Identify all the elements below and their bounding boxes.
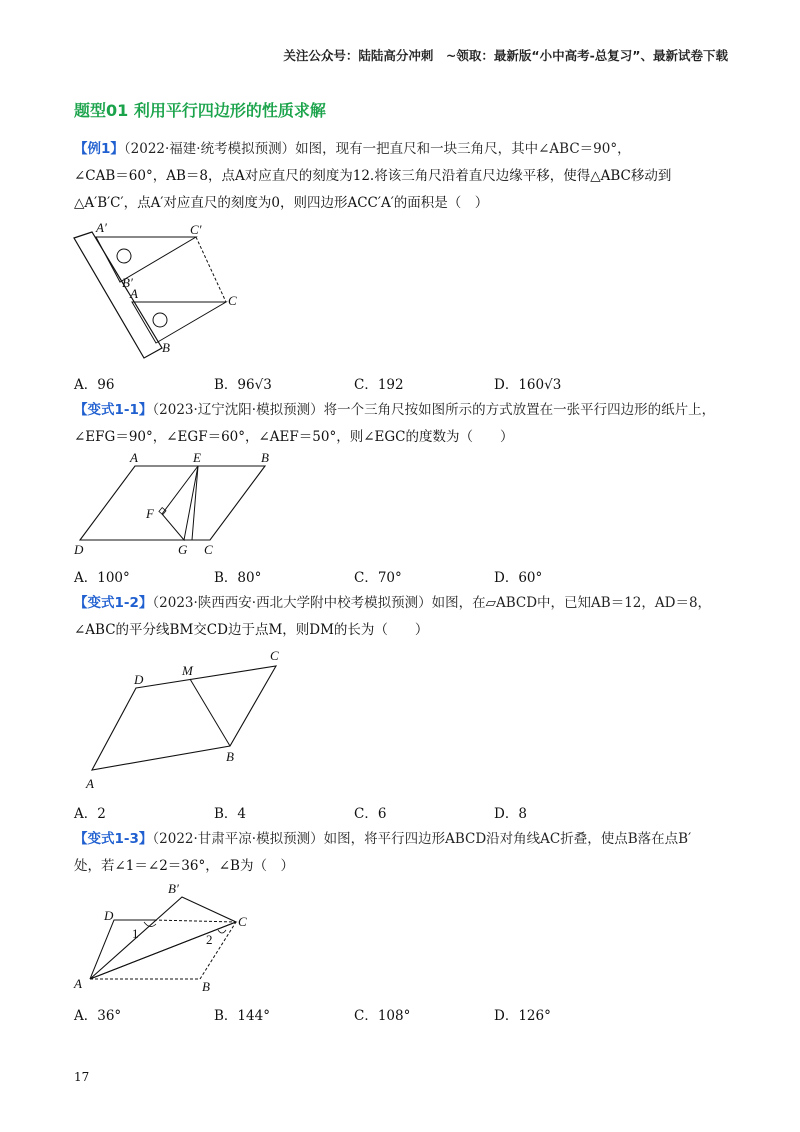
label-c: C <box>228 293 237 308</box>
label-c-prime: C′ <box>190 222 202 237</box>
option-b: B．144° <box>214 1008 270 1024</box>
figure-parallelogram-triangle <box>70 448 285 558</box>
label-d: D <box>134 672 144 687</box>
question-variant-1-2 <box>74 590 734 644</box>
section-title: 题型01 利用平行四边形的性质求解 <box>74 101 326 120</box>
answer-options <box>74 566 734 586</box>
option-c: C．192 <box>354 377 404 393</box>
question-text-line: △A′B′C′，点A′对应直尺的刻度为0，则四边形ACC′A′的面积是（ ） <box>74 195 489 211</box>
question-tag: 【例1】 <box>74 141 124 157</box>
figure-parallelogram-bisector <box>82 648 297 793</box>
label-d: D <box>104 908 114 923</box>
question-variant-1-3 <box>74 826 734 880</box>
option-b: B．4 <box>214 806 247 822</box>
label-b: B <box>261 450 269 465</box>
label-b: B <box>226 749 234 764</box>
label-d: D <box>74 542 84 557</box>
page-header: 关注公众号：陆陆高分冲刺 ~领取：最新版“小中高考-总复习”、最新试卷下载 <box>283 48 728 63</box>
answer-options <box>74 802 734 822</box>
question-tag: 【变式1-1】 <box>74 402 153 418</box>
page-number: 17 <box>74 1070 90 1084</box>
label-c: C <box>270 648 279 663</box>
option-a: A．2 <box>74 806 106 822</box>
label-a: A <box>74 976 82 991</box>
option-a: A．96 <box>74 377 115 393</box>
question-text-line: （2022·福建·统考模拟预测）如图，现有一把直尺和一块三角尺，其中∠ABC＝90°， <box>123 141 631 157</box>
question-text-line: ∠EFG＝90°，∠EGF＝60°，∠AEF＝50°，则∠EGC的度数为（ ） <box>74 429 514 445</box>
figure-folded-parallelogram <box>70 880 260 995</box>
label-a: A <box>86 776 94 791</box>
label-b: B <box>162 340 170 355</box>
label-b: B <box>202 979 210 994</box>
question-text-line: （2022·甘肃平凉·模拟预测）如图，将平行四边形ABCD沿对角线AC折叠，使点B落在点B′ <box>152 831 692 847</box>
question-text-line: ∠CAB＝60°，AB＝8，点A对应直尺的刻度为12.将该三角尺沿着直尺边缘平移，使得△ABC移动到 <box>74 168 672 184</box>
label-b-prime: B′ <box>122 275 133 290</box>
option-d: D．160√3 <box>494 377 562 393</box>
angle-label-2: 2 <box>206 932 213 947</box>
label-c: C <box>204 542 213 557</box>
option-c: C．6 <box>354 806 387 822</box>
option-a: A．100° <box>74 570 130 586</box>
label-a: A <box>130 286 138 301</box>
question-text-line: ∠ABC的平分线BM交CD边于点M，则DM的长为（ ） <box>74 622 429 638</box>
question-tag: 【变式1-3】 <box>74 831 153 847</box>
answer-options <box>74 1004 734 1024</box>
label-f: F <box>146 506 154 521</box>
option-b: B．96√3 <box>214 377 272 393</box>
answer-options <box>74 373 734 393</box>
label-m: M <box>182 663 193 678</box>
option-c: C．70° <box>354 570 402 586</box>
question-tag: 【变式1-2】 <box>74 595 153 611</box>
option-c: C．108° <box>354 1008 411 1024</box>
option-d: D．126° <box>494 1008 551 1024</box>
option-b: B．80° <box>214 570 262 586</box>
question-text-line: （2023·辽宁沈阳·模拟预测）将一个三角尺按如图所示的方式放置在一张平行四边形的纸片上， <box>152 402 716 418</box>
angle-label-1: 1 <box>132 926 139 941</box>
label-a-prime: A′ <box>96 220 107 235</box>
question-text-line: 处，若∠1＝∠2＝36°，∠B为（ ） <box>74 858 294 874</box>
option-a: A．36° <box>74 1008 122 1024</box>
question-variant-1-1 <box>74 397 734 451</box>
option-d: D．8 <box>494 806 527 822</box>
label-c: C <box>238 914 247 929</box>
question-text-line: （2023·陕西西安·西北大学附中校考模拟预测）如图，在▱ABCD中，已知AB＝12，AD＝8， <box>152 595 712 611</box>
label-b-prime: B′ <box>168 881 179 896</box>
label-e: E <box>193 450 201 465</box>
label-g: G <box>178 542 188 557</box>
question-example-1 <box>74 136 734 217</box>
option-d: D．60° <box>494 570 543 586</box>
label-a: A <box>130 450 138 465</box>
figure-ruler-triangle <box>70 220 270 365</box>
